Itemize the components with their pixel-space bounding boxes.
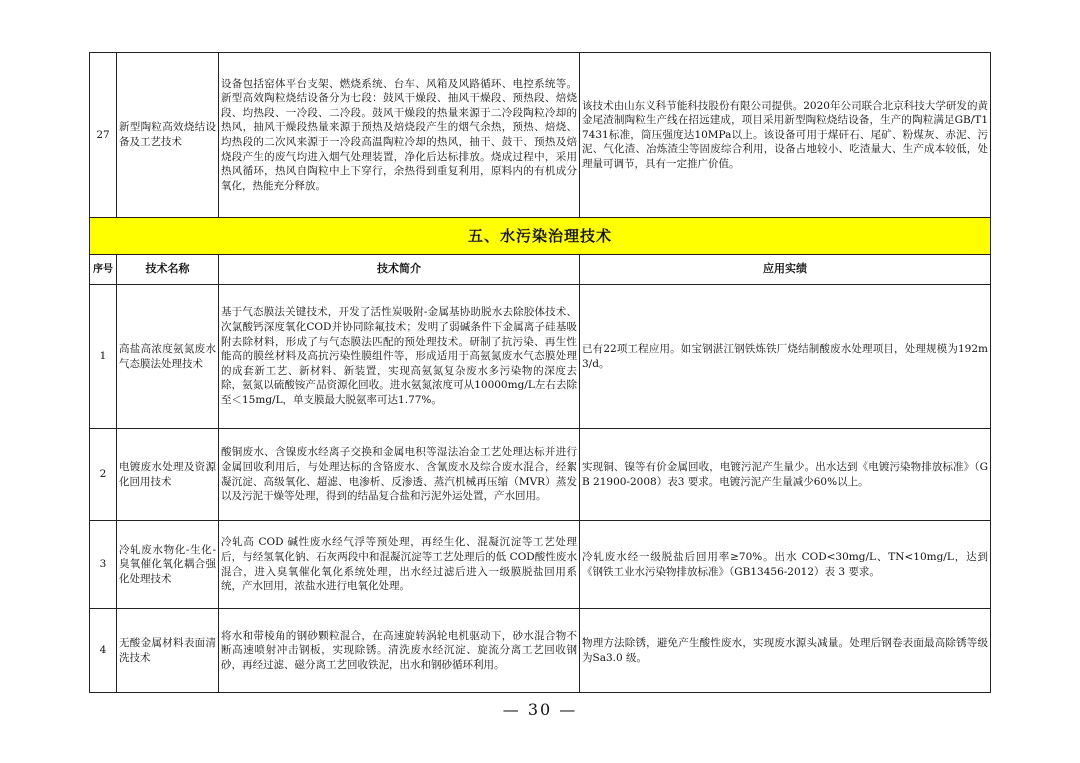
tech-intro-cell: 基于气态膜法关键技术，开发了活性炭吸附-金属基协助脱水去除胶体技术、次氯酸钙深度氧化COD并协同除氟技术；发明了弱碱条件下金属离子硅基吸附去除材料，形成了与气态膜法匹配的预处理技术。研制了抗污染、再生性能高的膜丝材料及高抗污染性膜组件等，形成适用于高氨氮废水气态膜处理的成套新工艺、新材料、新装置，实现高氨氮复杂废水多污染物的深度去除，氨氮以硫酸铵产品资源化回收。进水氨氮浓度可从10000mg/L左右去除至＜15mg/L，单支膜最大脱氨率可达1.77%。	[219, 285, 580, 429]
row-number: 2	[90, 429, 117, 521]
section-title: 五、水污染治理技术	[90, 218, 991, 255]
technology-table	[89, 52, 991, 693]
tech-intro-cell: 将水和带棱角的钢砂颗粒混合，在高速旋转涡轮电机驱动下，砂水混合物不断高速喷射冲击钢板，实现除锈。清洗废水经沉淀、旋流分离工艺回收钢砂，再经过滤、磁分离工艺回收铁泥，出水和钢砂循环利用。	[219, 609, 580, 693]
row-number: 27	[90, 53, 117, 218]
tech-name-cell: 高盐高浓度氨氮废水气态膜法处理技术	[117, 285, 219, 429]
header-name: 技术名称	[117, 255, 219, 285]
tech-name-cell: 冷轧废水物化-生化-臭氧催化氧化耦合强化处理技术	[117, 521, 219, 609]
tech-intro-cell: 设备包括窑体平台支架、燃烧系统、台车、风箱及风路循环、电控系统等。新型高效陶粒烧结设备分为七段：鼓风干燥段、抽风干燥段、预热段、焙烧段、均热段、一冷段、二冷段。鼓风干燥段的热量来源于二冷段陶粒冷却的热风，抽风干燥段热量来源于预热及焙烧段产生的烟气余热，预热、焙烧、均热段的二次风来源于一冷段高温陶粒冷却的热风，抽干、鼓干、预热及焙烧段产生的废气均进入烟气处理装置，净化后达标排放。烧成过程中，采用热风循环，热风自陶粒中上下穿行，余热得到重复利用，原料内的有机成分氧化，热能充分释放。	[219, 53, 580, 218]
application-cell: 物理方法除锈，避免产生酸性废水，实现废水源头减量。处理后钢卷表面最高除锈等级为Sa3.0 级。	[580, 609, 991, 693]
tech-intro-cell: 冷轧高 COD 碱性废水经气浮等预处理，再经生化、混凝沉淀等工艺处理后，与经氢氧化钠、石灰两段中和混凝沉淀等工艺处理后的低 COD酸性废水混合，进入臭氧催化氧化系统处理，出水经过滤后进入一级膜脱盐回用系统，产水回用，浓盐水进行电氧化处理。	[219, 521, 580, 609]
table-row	[90, 429, 991, 521]
table-row	[90, 53, 991, 218]
row-number: 3	[90, 521, 117, 609]
table-row	[90, 285, 991, 429]
application-cell: 实现铜、镍等有价金属回收，电镀污泥产生量少。出水达到《电镀污染物排放标准》（GB 21900-2008）表3 要求。电镀污泥产生量减少60%以上。	[580, 429, 991, 521]
header-result: 应用实绩	[580, 255, 991, 285]
table-row	[90, 521, 991, 609]
tech-name-cell: 新型陶粒高效烧结设备及工艺技术	[117, 53, 219, 218]
column-header-row	[90, 255, 991, 285]
application-cell: 已有22项工程应用。如宝钢湛江钢铁炼铁厂烧结制酸废水处理项目，处理规模为192m3/d。	[580, 285, 991, 429]
page-number: — 30 —	[502, 700, 578, 719]
header-number: 序号	[90, 255, 117, 285]
table-row	[90, 609, 991, 693]
tech-name-cell: 无酸金属材料表面清洗技术	[117, 609, 219, 693]
section-header-row	[90, 218, 991, 255]
row-number: 1	[90, 285, 117, 429]
tech-name-cell: 电镀废水处理及资源化回用技术	[117, 429, 219, 521]
row-number: 4	[90, 609, 117, 693]
application-cell: 冷轧废水经一级脱盐后回用率≥70%。出水 COD<30mg/L、TN<10mg/L，达到《钢铁工业水污染物排放标准》（GB13456-2012）表 3 要求。	[580, 521, 991, 609]
header-intro: 技术简介	[219, 255, 580, 285]
tech-intro-cell: 酸铜废水、含镍废水经离子交换和金属电积等湿法冶金工艺处理达标并进行金属回收利用后，与处理达标的含铬废水、含氰废水及综合废水混合，经絮凝沉淀、高级氧化、超滤、电渗析、反渗透、蒸汽机械再压缩（MVR）蒸发以及污泥干燥等处理，得到的结晶复合盐和污泥外运处置，产水回用。	[219, 429, 580, 521]
application-cell: 该技术由山东义科节能科技股份有限公司提供。2020年公司联合北京科技大学研发的黄金尾渣制陶粒生产线在招远建成，项目采用新型陶粒烧结设备，生产的陶粒满足GB/T17431标准，筒压强度达10MPa以上。该设备可用于煤矸石、尾矿、粉煤灰、赤泥、污泥、气化渣、冶炼渣尘等固废综合利用，设备占地较小、吃渣量大、生产成本较低，处理量可调节，具有一定推广价值。	[580, 53, 991, 218]
